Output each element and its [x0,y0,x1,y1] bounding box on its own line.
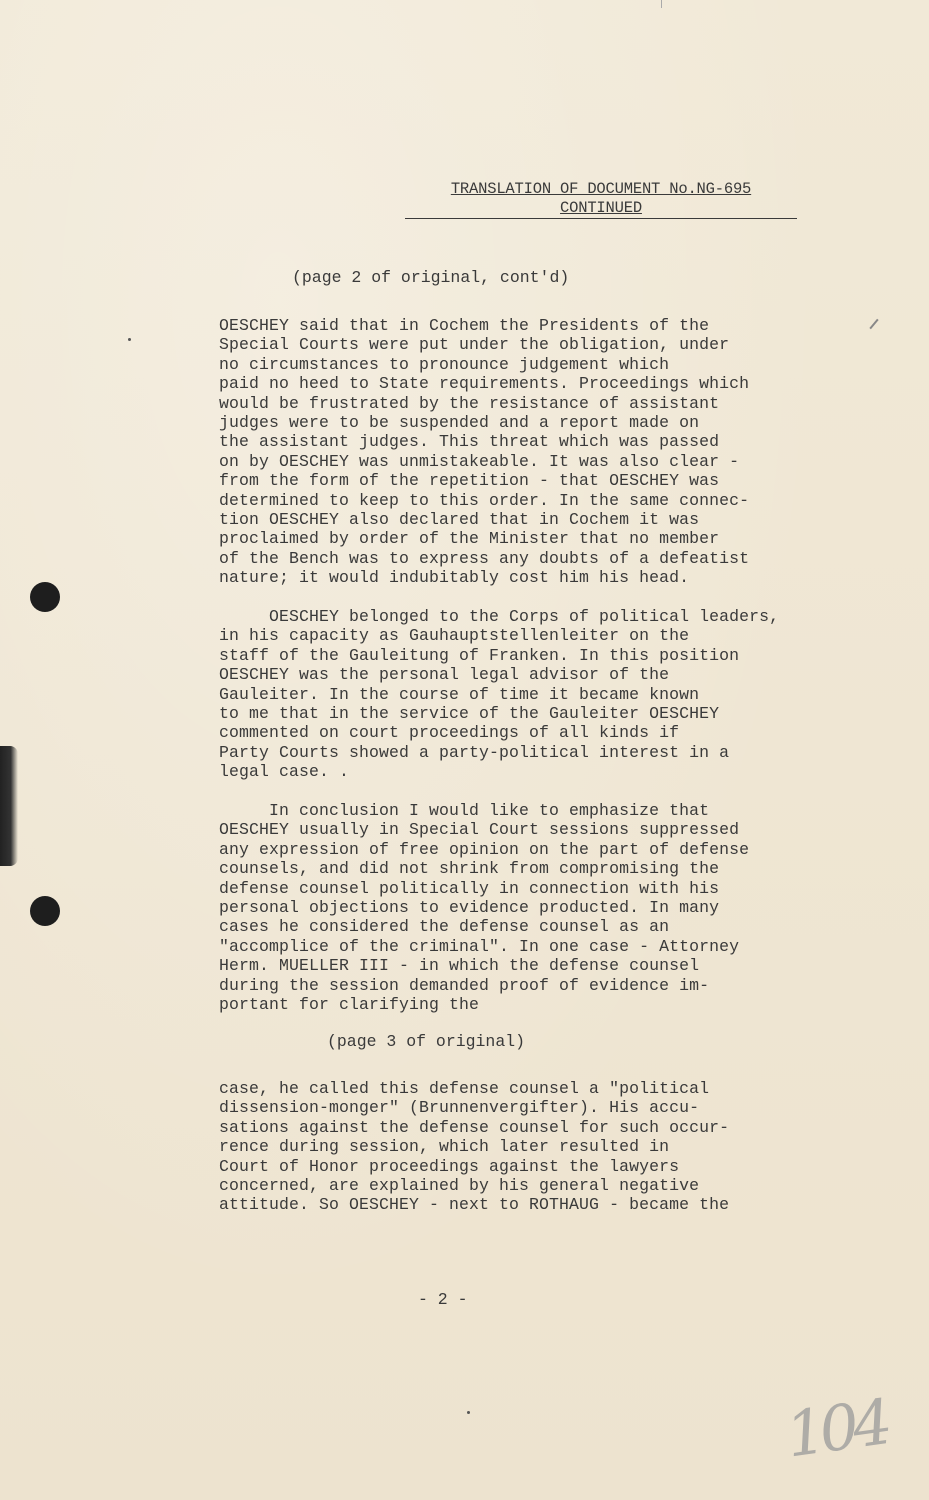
paper-speck [661,0,662,8]
paragraph-political-leaders: OESCHEY belonged to the Corps of political leaders, in his capacity as Gauhauptstellenleiter on the staff of the Gauleitung of Franken. In this position OESCHEY was the personal legal advisor of the Gauleiter. In the course of time it became known to me that in the service of the Gauleiter OESCHEY commented on court proceedings of all kinds if Party Courts showed a party-political interest in a legal case. . [219,607,780,782]
paragraph-dissension-monger: case, he called this defense counsel a "political dissension-monger" (Brunnenvergifter). His accu- sations against the defense counsel for such occur- rence during session, which later resulted in Court of Honor proceedings against the lawyers concerned, are explained by his general negative attitude. So OESCHEY - next to ROTHAUG - became the [219,1079,730,1215]
original-page-marker-3: (page 3 of original) [327,1032,526,1051]
paragraph-conclusion: In conclusion I would like to emphasize that OESCHEY usually in Special Court sessions suppressed any expression of free opinion on the part of defense counsels, and did not shrink from compromising the defense counsel politically in connection with his personal objections to evidence producted. In many cases he considered the defense counsel as an "accomplice of the criminal". In one case - Attorney Herm. MUELLER III - in which the defense counsel during the session demanded proof of evidence im- portant for clarifying the [219,801,750,1015]
page-number: - 2 - [418,1290,468,1309]
header-title: TRANSLATION OF DOCUMENT No.NG-695 [450,180,752,198]
binder-clip-shadow [0,746,18,866]
punch-hole-icon [30,582,60,612]
original-page-marker: (page 2 of original, cont'd) [292,268,570,287]
header-underline [405,218,797,219]
margin-speck [128,338,131,341]
header-continued: CONTINUED [560,199,642,217]
handwritten-folio-number: 104 [781,1385,891,1472]
footer-speck [467,1411,470,1414]
paragraph-cochem-obligation: OESCHEY said that in Cochem the Presidents of the Special Courts were put under the obligation, under no circumstances to pronounce judgement which paid no heed to State requirements. Proceedings which would be frustrated by the resistance of assistant judges were to be suspended and a report made on the assistant judges. This threat which was passed on by OESCHEY was unmistakeable. It was also clear - from the form of the repetition - that OESCHEY was determined to keep to this order. In the same connec- tion OESCHEY also declared that in Cochem it was proclaimed by order of the Minister that no member of the Bench was to express any doubts of a defeatist nature; it would indubitably cost him his head. [219,316,750,588]
punch-hole-icon [30,896,60,926]
document-header [405,180,797,218]
